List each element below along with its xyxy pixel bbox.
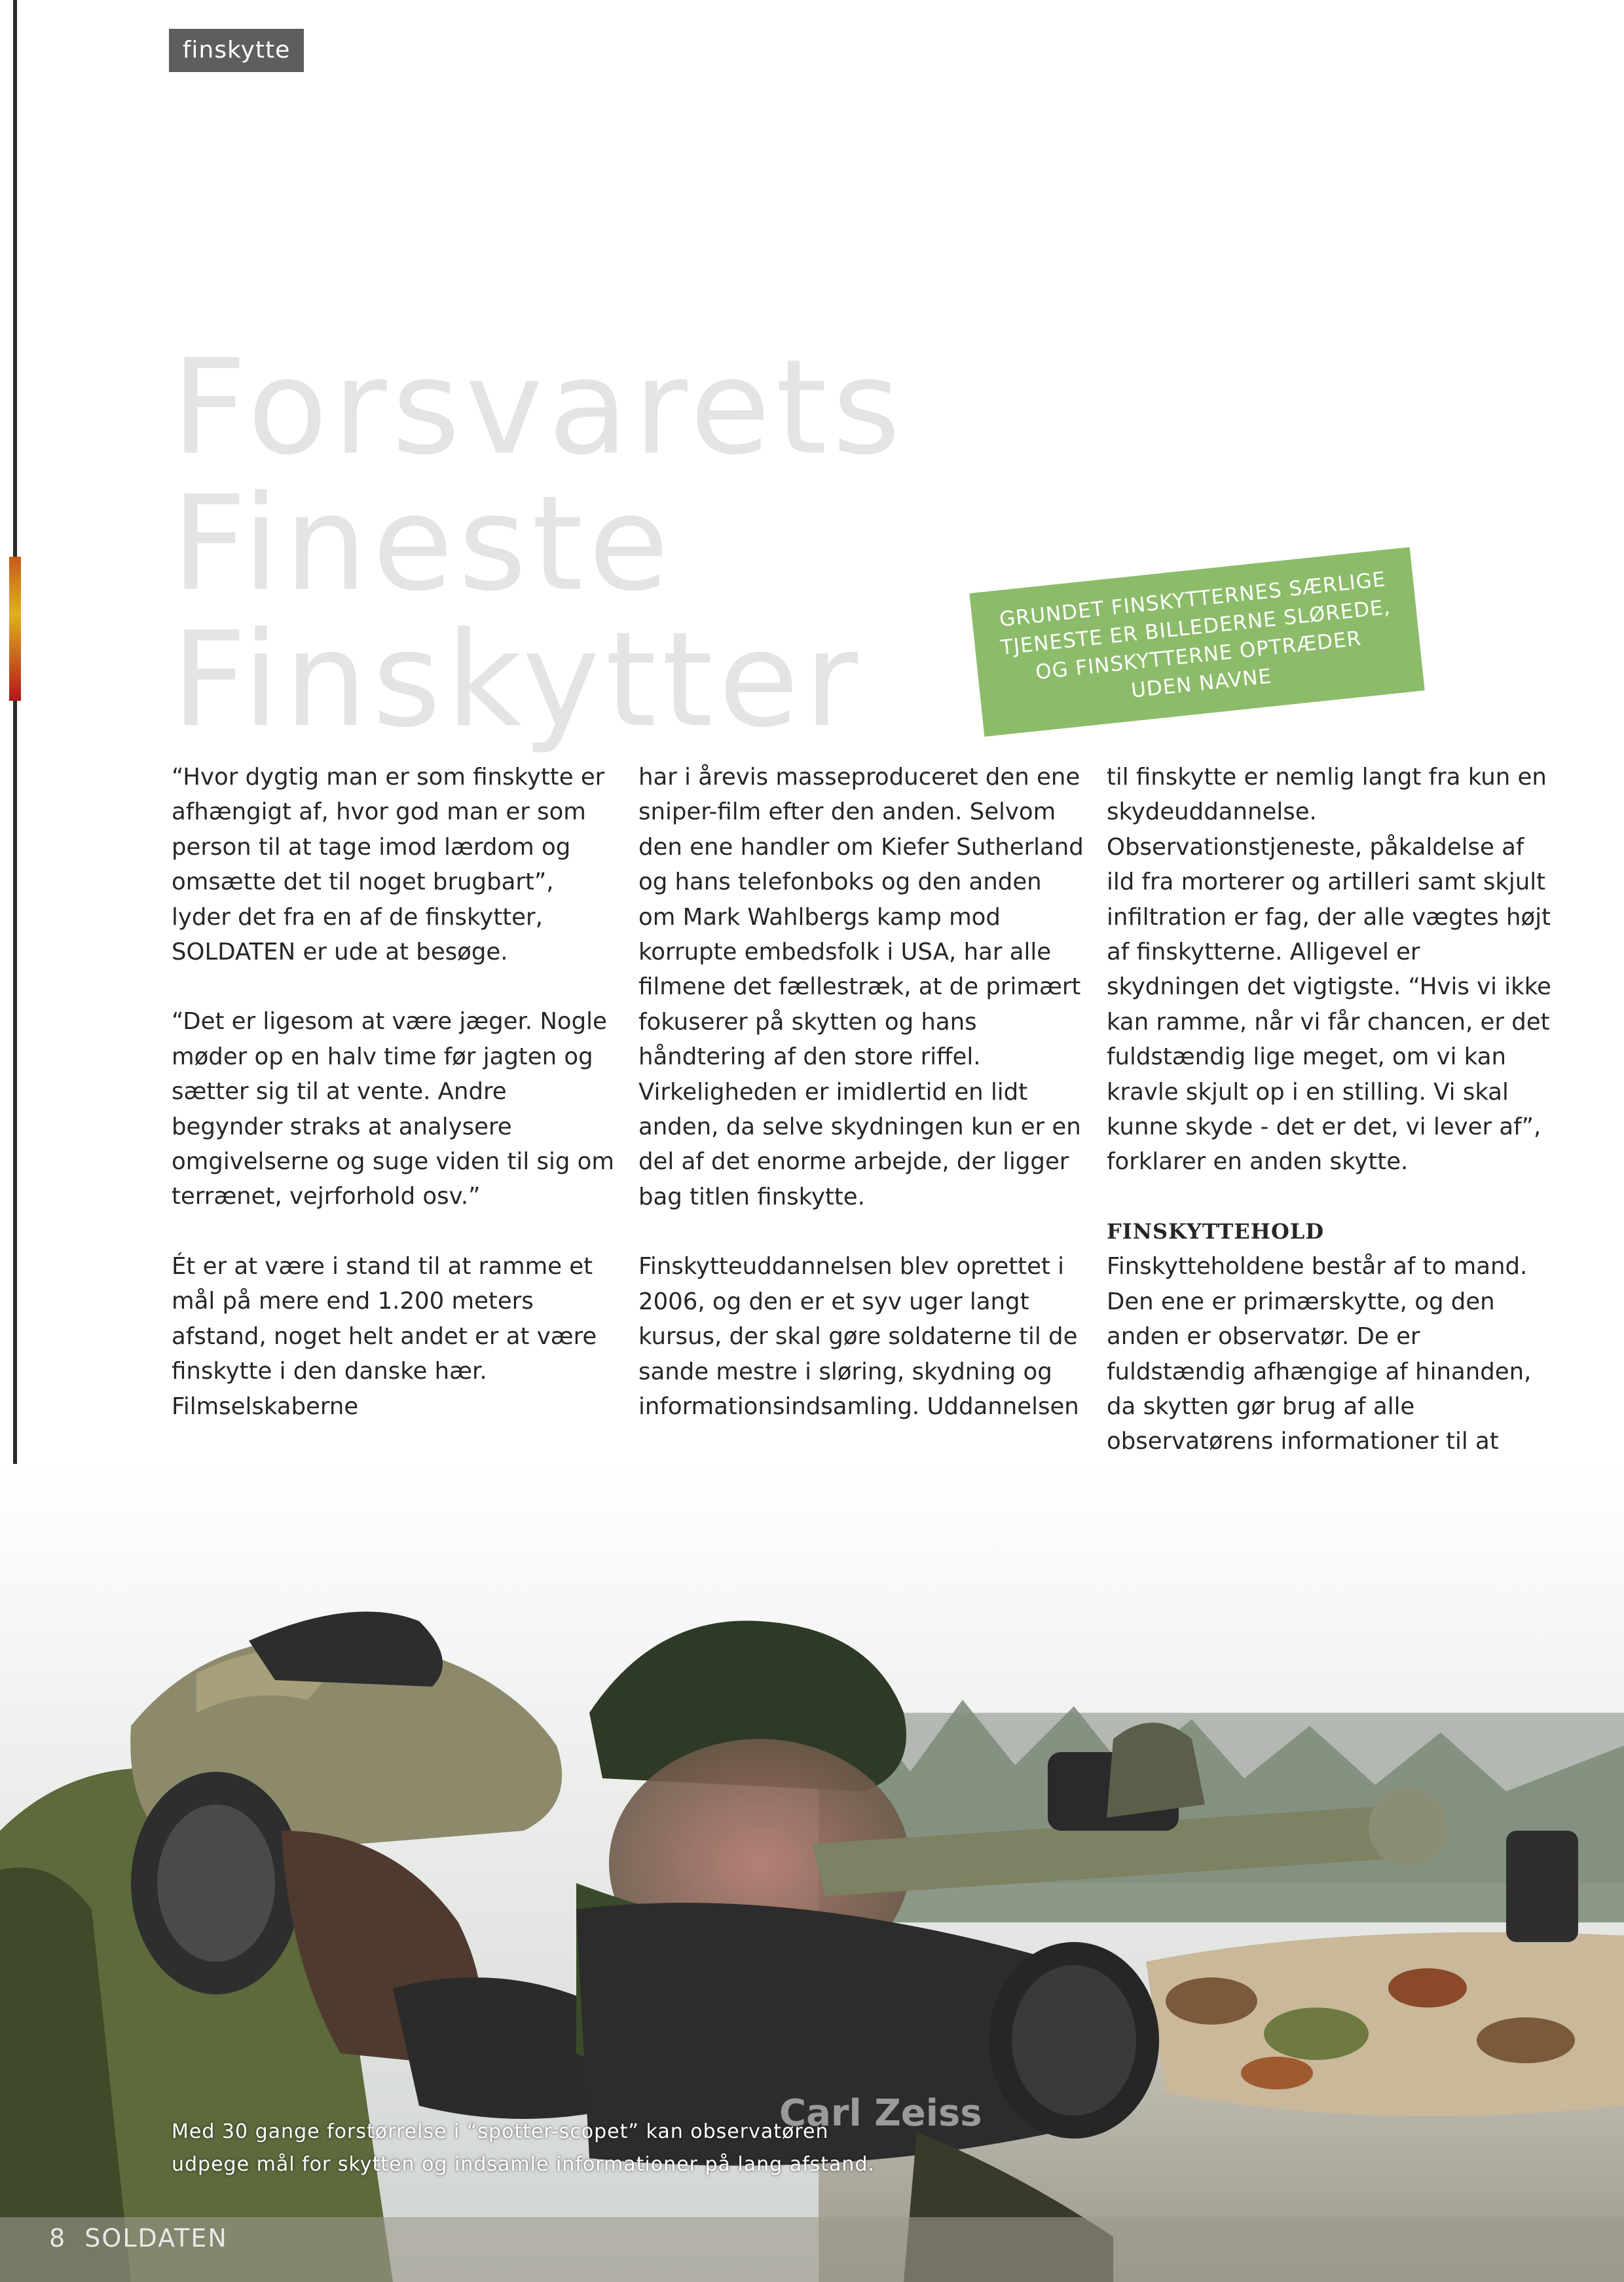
subheading: FINSKYTTEHOLD <box>1107 1218 1325 1244</box>
body-column-2 <box>638 760 1084 1459</box>
paragraph: “Hvor dygtig man er som finskytte er afhængigt af, hvor god man er som person til at tage imod lærdom og omsætte det til noget brugbart”, lyder det fra en af de finskytter, SOLDATEN er ude at besøge. <box>172 764 605 966</box>
scope-brand-text: Carl Zeiss <box>779 2092 982 2135</box>
callout-text: GRUNDET FINSKYTTERNES SÆRLIGE TJENESTE ER BILLEDERNE SLØREDE, OG FINSKYTTERNE OPTRÆDER UDEN NAVNE <box>998 567 1392 703</box>
body-column-1 <box>172 760 617 1459</box>
paragraph: har i årevis masseproduceret den ene sniper-film efter den anden. Selvom den ene handler om Kiefer Sutherland og hans telefonboks og den anden om Mark Wahlbergs kamp mod korrupte embedsfolk i USA, har alle filmene det fællestræk, at de primært fokuserer på skytten og hans håndtering af den store riffel. Virkeligheden er imidlertid en lidt anden, da selve skydningen kun er en del af det enorme arbejde, der ligger bag titlen finskytte. <box>638 764 1084 1210</box>
paragraph: Ét er at være i stand til at ramme et mål på mere end 1.200 meters afstand, noget helt andet er at være finskytte i den danske hær. Filmselskaberne <box>172 1252 597 1420</box>
paragraph: Finskytteuddannelsen blev oprettet i 2006, og den er et syv uger langt kursus, der skal gøre soldaterne til de sande mestre i sløring, skydning og informationsindsamling. Uddannelsen <box>638 1253 1079 1420</box>
section-tag: finskytte <box>169 29 304 72</box>
headline-line-1: Forsvarets <box>172 331 906 484</box>
callout-box <box>969 547 1424 736</box>
paragraph: Finskytteholdene består af to mand. Den ene er primærskytte, og den anden er observatør. De er fuldstændig afhængige af hinanden, da skytten gør brug af alle observatørens informationer til at <box>1107 1253 1532 1455</box>
page-number: 8 <box>49 2224 67 2253</box>
left-edge-flag-accent <box>9 557 21 701</box>
headline-line-3: Finskytter <box>172 604 864 757</box>
page-folio <box>49 2224 237 2253</box>
magazine-name: SOLDATEN <box>84 2224 228 2253</box>
paragraph: til finskytte er nemlig langt fra kun en skydeuddannelse. Observationstjeneste, påkaldelse af ild fra morterer og artilleri samt skjult infiltration er fag, der alle vægtes højt af finskytterne. Alligevel er skydningen det vigtigste. “Hvis vi ikke kan ramme, når vi får chancen, er det fuldstændig lige meget, om vi kan kravle skjult op i en stilling. Vi skal kunne skyde - det er det, vi lever af”, forklarer en anden skytte. <box>1107 764 1551 1176</box>
headline-line-2: Fineste <box>172 468 674 620</box>
photo-caption: Med 30 gange forstørrelse i “spotter-scopet” kan observatøren udpege mål for skytten og indsamle informationer på lang afstand. <box>172 2120 876 2176</box>
headline <box>172 331 990 757</box>
paragraph: “Det er ligesom at være jæger. Nogle møder op en halv time før jagten og sætter sig til at vente. Andre begynder straks at analysere omgivelserne og suge viden til sig om terrænet, vejrforhold osv.” <box>172 1008 614 1210</box>
